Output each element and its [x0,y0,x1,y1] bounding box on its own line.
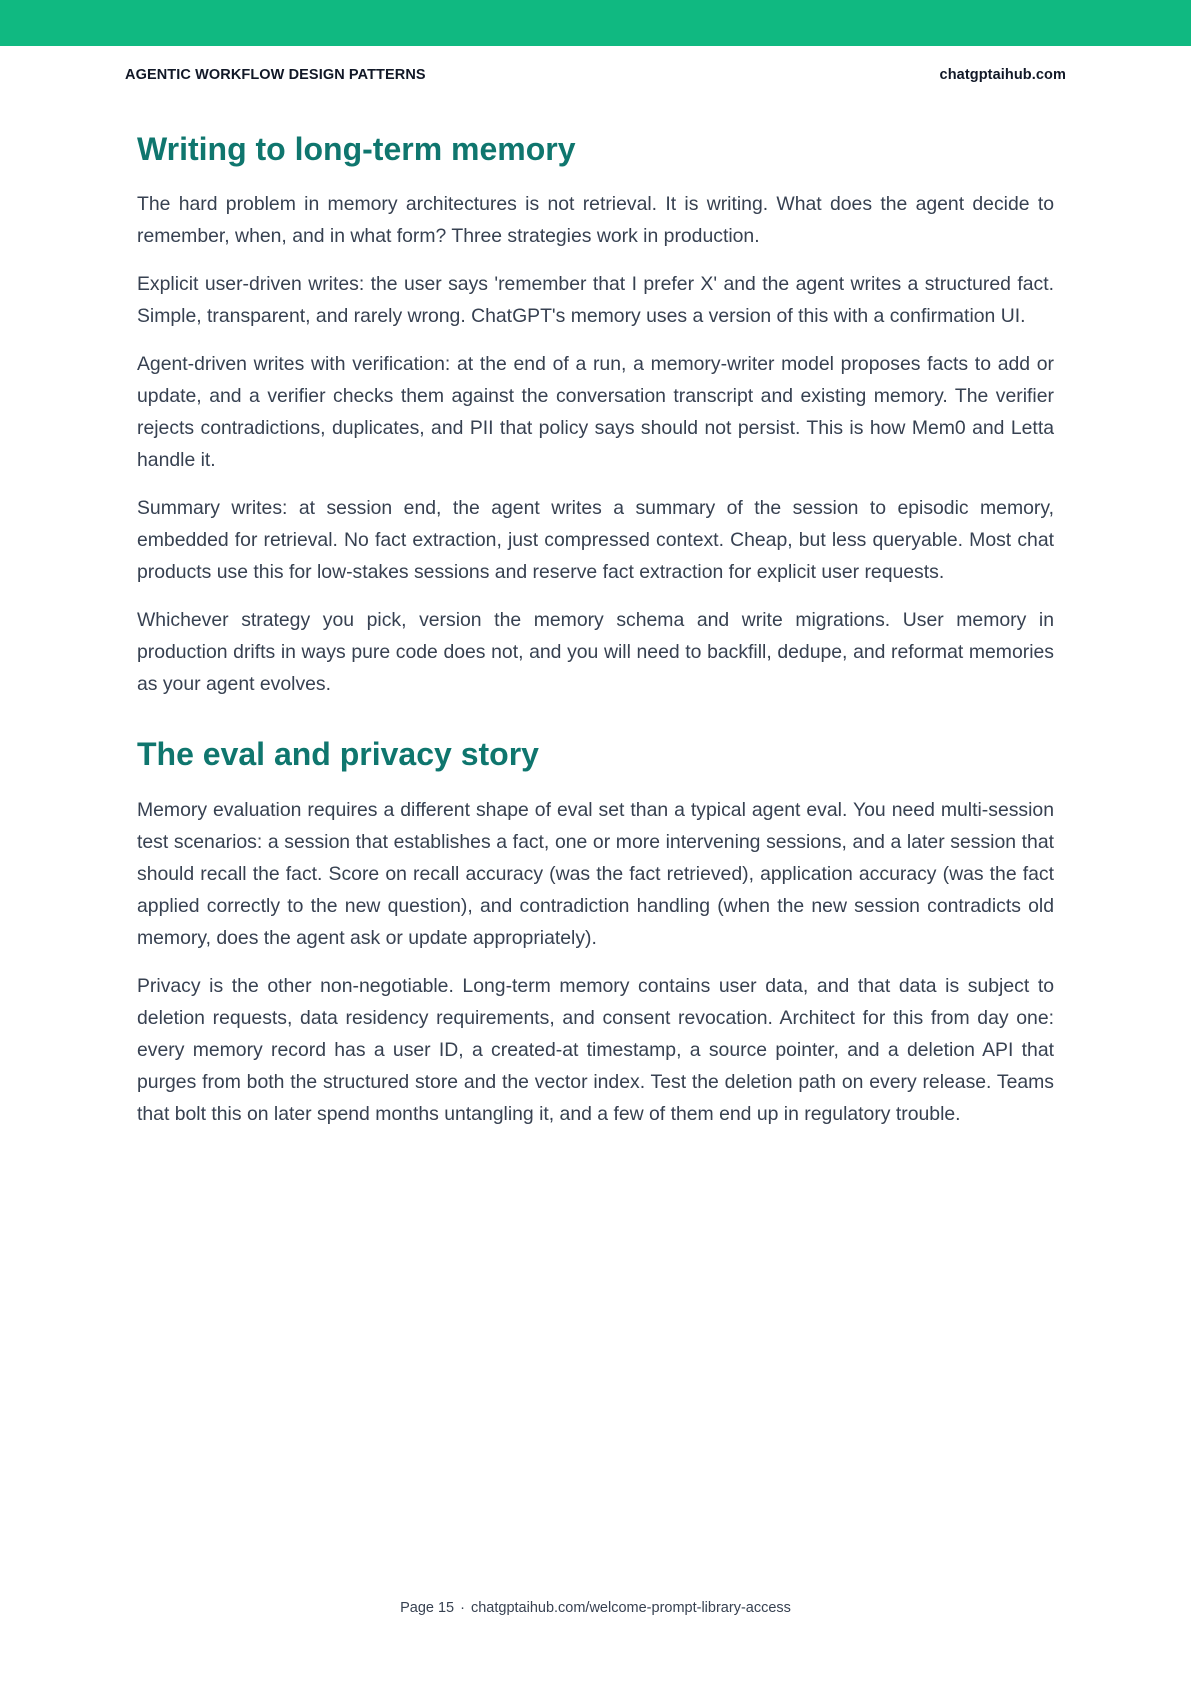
paragraph: Privacy is the other non-negotiable. Long-term memory contains user data, and that data is subject to deletion requests, data residency requirements, and consent revocation. Architect for this from day one: every memory record has a user ID, a created-at timestamp, a source pointer, and a deletion API that purges from both the structured store and the vector index. Test the deletion path on every release. Teams that bolt this on later spend months untangling it, and a few of them end up in regulatory trouble. [137,974,1054,1125]
footer-separator: · [460,1600,465,1616]
paragraph: Memory evaluation requires a different shape of eval set than a typical agent eval. You need multi-session test scenarios: a session that establishes a fact, one or more intervening sessions, and a later session that should recall the fact. Score on recall accuracy (was the fact retrieved), application accuracy (was the fact applied correctly to the new question), and contradiction handling (when the new session contradicts old memory, does the agent ask or update appropriately). [137,798,1054,949]
paragraph: Agent-driven writes with verification: at the end of a run, a memory-writer model proposes facts to add or update, and a verifier checks them against the conversation transcript and existing memory. The verifier rejects contradictions, duplicates, and PII that policy says should not persist. This is how Mem0 and Letta handle it. [137,353,1054,472]
paragraph: The hard problem in memory architectures is not retrieval. It is writing. What does the agent decide to remember, when, and in what form? Three strategies work in production. [137,193,1054,248]
paragraph: Explicit user-driven writes: the user says 'remember that I prefer X' and the agent writes a structured fact. Simple, transparent, and rarely wrong. ChatGPT's memory uses a version of this with a confirmation UI. [137,273,1054,328]
section-heading-writing-memory: Writing to long-term memory [137,131,576,167]
footer-url: chatgptaihub.com/welcome-prompt-library-access [470,1600,791,1616]
page-content [137,130,1054,1146]
page-footer [0,1600,1191,1616]
top-accent-band [0,0,1191,46]
page-number: Page 15 [400,1600,455,1616]
paragraph: Summary writes: at session end, the agent writes a summary of the session to episodic memory, embedded for retrieval. No fact extraction, just compressed context. Cheap, but less queryable. Most chat products use this for low-stakes sessions and reserve fact extraction for explicit user requests. [137,497,1054,584]
paragraph: Whichever strategy you pick, version the memory schema and write migrations. User memory in production drifts in ways pure code does not, and you will need to backfill, dedupe, and reformat memories as your agent evolves. [137,609,1054,696]
running-header [125,66,1066,84]
document-title: AGENTIC WORKFLOW DESIGN PATTERNS [125,67,426,83]
section-heading-eval-privacy: The eval and privacy story [137,736,539,773]
site-name: chatgptaihub.com [939,67,1066,83]
